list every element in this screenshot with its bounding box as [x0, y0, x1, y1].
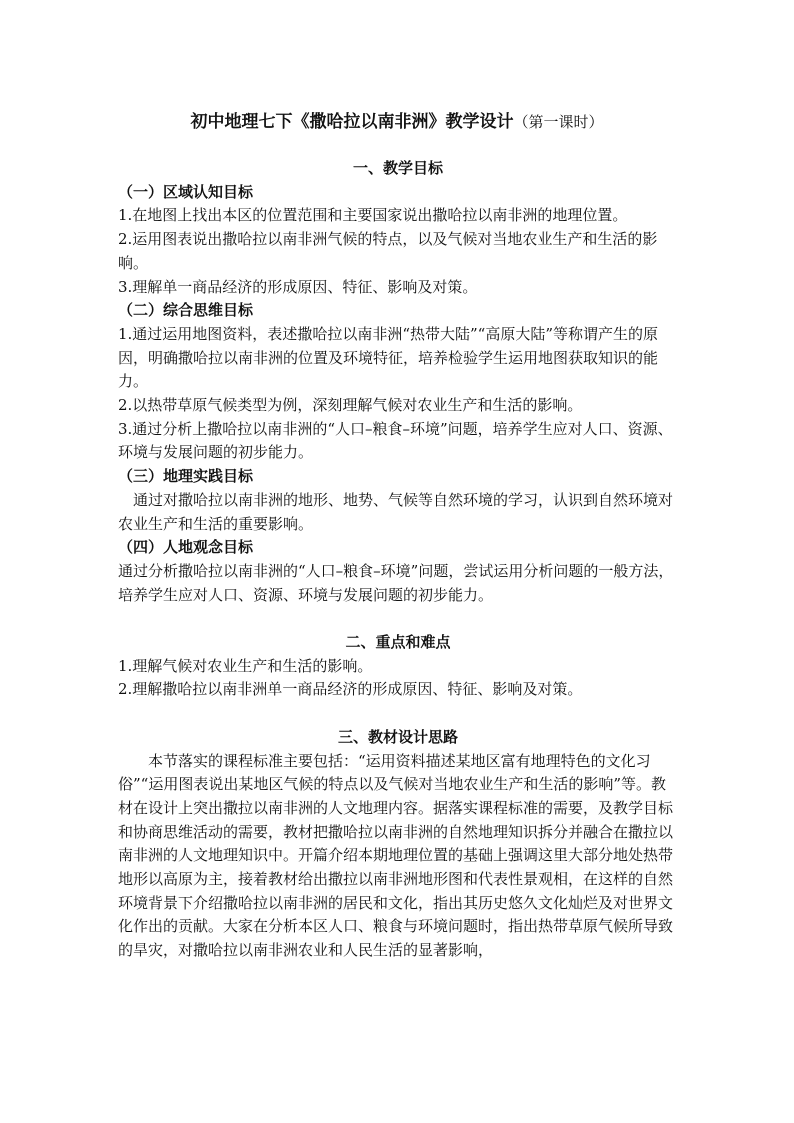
section-heading-key-points: 二、重点和难点	[345, 633, 451, 652]
paragraph: 1.理解气候对农业生产和生活的影响。	[118, 656, 373, 675]
section-heading-teaching-goals: 一、教学目标	[352, 159, 443, 177]
paragraph: 2.理解撒哈拉以南非洲单一商品经济的形成原因、特征、影响及对策。	[118, 680, 583, 699]
paragraph: 3.通过分析上撒哈拉以南非洲的“人口–粮食–环境”问题，培养学生应对人口、资源、环境与发展问题的初步能力。	[118, 419, 673, 462]
spacer	[118, 607, 678, 631]
paragraph: 1.在地图上找出本区的位置范围和主要国家说出撒哈拉以南非洲的地理位置。	[118, 206, 628, 225]
title-main: 初中地理七下《撒哈拉以南非洲》教学设计	[190, 112, 514, 132]
document-body	[118, 157, 678, 963]
paragraph: 本节落实的课程标准主要包括：“运用资料描述某地区富有地理特色的文化习俗”“运用图表说出某地区气候的特点以及气候对当地农业生产和生活的影响”等。教材在设计上突出撒拉以南非洲的人文地理内容。据落实课程标准的需要，及教学目标和协商思维活动的需要，教材把撒哈拉以南非洲的自然地理知识拆分并融合在撒拉以南非洲的人文地理知识中。开篇介绍本期地理位置的基础上强调这里大部分地处热带地形以高原为主，接着教材给出撒拉以南非洲地形图和代表性景观相，在这样的自然环境背景下介绍撒哈拉以南非洲的居民和文化，指出其历史悠久文化灿烂及对世界文化作出的贡献。大家在分析本区人口、粮食与环境问题时，指出热带草原气候所导致的旱灾，对撒哈拉以南非洲农业和人民生活的显著影响，	[118, 751, 674, 960]
paragraph: 3.理解单一商品经济的形成原因、特征、影响及对策。	[118, 277, 478, 296]
subheading-human-land: （四）人地观念目标	[118, 538, 254, 557]
document-title	[0, 107, 794, 132]
paragraph: 1.通过运用地图资料，表述撒哈拉以南非洲“热带大陆”“高原大陆”等称谓产生的原因，明确撒哈拉以南非洲的位置及环境特征，培养检验学生运用地图获取知识的能力。	[118, 324, 659, 391]
subheading-region-cognition: （一）区域认知目标	[118, 182, 254, 201]
paragraph: 2.以热带草原气候类型为例，深刻理解气候对农业生产和生活的影响。	[118, 396, 583, 415]
section-heading-design-ideas: 三、教材设计思路	[337, 727, 458, 746]
subheading-comprehensive-thinking: （二）综合思维目标	[118, 301, 254, 320]
subheading-geo-practice: （三）地理实践目标	[118, 467, 254, 486]
paragraph: 2.运用图表说出撒哈拉以南非洲气候的特点，以及气候对当地农业生产和生活的影响。	[118, 230, 658, 272]
paragraph: 通过对撒哈拉以南非洲的地形、地势、气候等自然环境的学习，认识到自然环境对农业生产和生活的重要影响。	[118, 490, 674, 533]
paragraph: 通过分析撒哈拉以南非洲的“人口–粮食–环境”问题，尝试运用分析问题的一般方法，培养学生应对人口、资源、环境与发展问题的初步能力。	[118, 561, 674, 604]
title-sub: （第一课时）	[513, 113, 604, 131]
spacer	[118, 702, 678, 726]
